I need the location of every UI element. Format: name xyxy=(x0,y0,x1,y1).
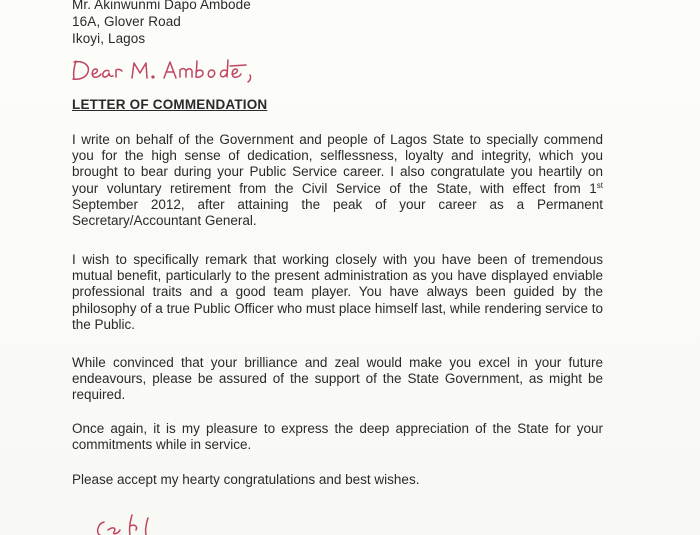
paragraph-closing: Please accept my hearty congratulations and best wishes. xyxy=(72,472,420,487)
paragraph-commendation: I write on behalf of the Government and people of Lagos State to specially commend you for the high sense of dedication, selflessness, loyalty and integrity, which you brought to bear during your Public Service career. I also congratulate you heartily on your voluntary retirement from the Civil Service of the State, with effect from 1st September 2012, after attaining the peak of your career as a Permanent Secretary/Accountant General. xyxy=(72,132,603,229)
handwritten-signature xyxy=(92,512,182,535)
handwritten-salutation xyxy=(70,55,260,87)
paragraph-support: While convinced that your brilliance and zeal would make you excel in your future endeavours, please be assured of the support of the State Government, as might be required. xyxy=(72,355,603,403)
paragraph-remark: I wish to specifically remark that working closely with you have been of tremendous mutual benefit, particularly to the present administration as you have displayed enviable professional traits and a good team player. You have always been guided by the philosophy of a true Public Officer who must place himself last, while rendering service to the Public. xyxy=(72,252,604,332)
paragraph-appreciation: Once again, it is my pleasure to express the deep appreciation of the State for your commitments while in service. xyxy=(72,421,603,453)
letter-heading: LETTER OF COMMENDATION xyxy=(72,97,268,112)
recipient-name: Mr. Akinwunmi Dapo Ambode xyxy=(72,0,251,12)
recipient-street: 16A, Glover Road xyxy=(72,14,181,29)
recipient-city: Ikoyi, Lagos xyxy=(72,31,146,46)
